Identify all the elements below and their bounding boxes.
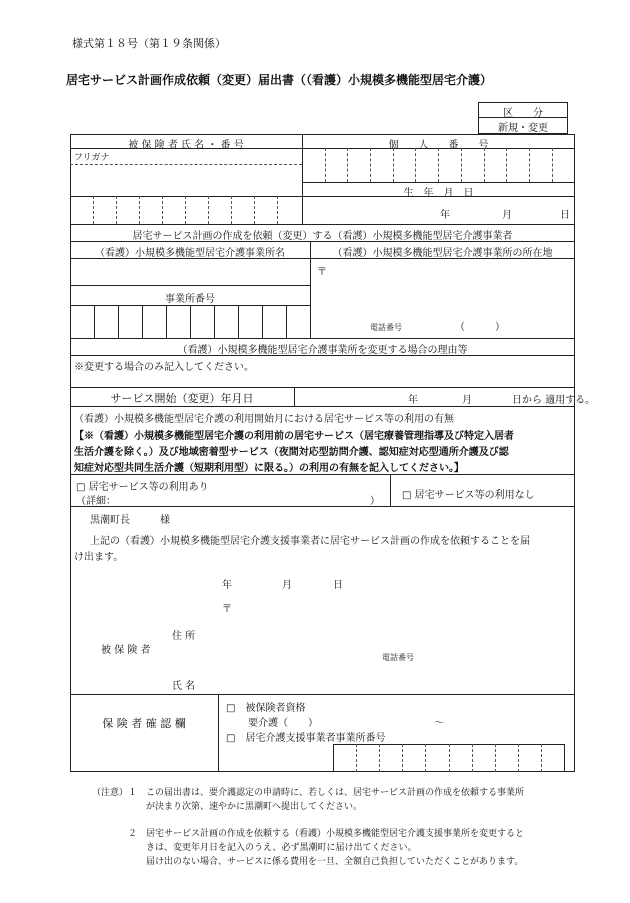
office-number-label: 事業所番号 <box>165 294 215 305</box>
insured-signature-field[interactable] <box>215 670 565 690</box>
birth-hi: 日 <box>560 210 570 221</box>
insured-tel-label: 電話番号 <box>382 653 414 662</box>
kojin-number-field[interactable] <box>303 149 574 181</box>
provider-postal-mark: 〒 <box>317 267 327 278</box>
provider-tel-paren: （ ） <box>455 322 505 333</box>
insured-number-field[interactable] <box>71 197 301 223</box>
provider-address-header: （看護）小規模多機能型居宅介護事業所の所在地 <box>332 248 553 259</box>
care-level: 要介護（ ） <box>248 718 318 729</box>
start-suffix: 日から 適用する。 <box>512 395 596 406</box>
kubun-value[interactable]: 新規・変更 <box>498 123 548 134</box>
insured-person-label: 被 保 険 者 <box>101 645 151 656</box>
request-nen: 年 <box>222 580 232 591</box>
provider-address-field[interactable] <box>330 260 570 314</box>
start-date-field[interactable] <box>296 388 573 405</box>
kojin-number-header: 個 人 番 号 <box>388 140 489 151</box>
insurer-qualification-checkbox[interactable]: □ 被保険者資格 <box>226 703 306 714</box>
provider-section-header: 居宅サービス計画の作成を依頼（変更）する（看護）小規模多機能型居宅介護事業者 <box>132 231 513 242</box>
request-body-2: け出ます。 <box>74 552 124 563</box>
birth-tsuki: 月 <box>502 210 512 221</box>
usage-detail-close: ） <box>370 496 380 507</box>
usage-line-2: 【※（看護）小規模多機能型居宅介護の利用前の居宅サービス（居宅療養管理指導及び特定入居者 <box>74 431 514 442</box>
birth-date-header: 生 年 月 日 <box>403 188 474 199</box>
provider-name-field[interactable] <box>72 260 308 284</box>
office-number-field[interactable] <box>71 306 309 337</box>
note-2c: 届け出のない場合、サービスに係る費用を一旦、全額自己負担していただくことがあります。 <box>146 857 524 867</box>
reason-note: ※変更する場合のみ記入してください。 <box>74 362 254 373</box>
request-postal-mark: 〒 <box>222 604 232 615</box>
request-hi: 日 <box>333 580 343 591</box>
furigana-label: フリガナ <box>74 153 110 163</box>
provider-tel-field[interactable] <box>420 316 570 334</box>
kubun-header: 区 分 <box>503 108 543 119</box>
start-date-label: サービス開始（変更）年月日 <box>110 392 254 405</box>
address-label: 住 所 <box>172 631 196 642</box>
form-number: 様式第１８号（第１９条関係） <box>72 37 226 50</box>
provider-tel-label: 電話番号 <box>370 323 402 332</box>
note-1a: この届出書は、要介護認定の申請時に、若しくは、居宅サービス計画の作成を依頼する事業所 <box>146 788 525 798</box>
birth-date-field[interactable] <box>303 197 574 223</box>
usage-no-checkbox[interactable]: □ 居宅サービス等の利用なし <box>402 490 535 501</box>
form-title: 居宅サービス計画作成依頼（変更）届出書（（看護）小規模多機能型居宅介護） <box>66 73 493 87</box>
notes-label: （注意）１ <box>92 788 138 798</box>
usage-line-4: 知症対応型共同生活介護（短期利用型）に限る。）の利用の有無を記入してください。】 <box>74 463 464 474</box>
insured-tel-field[interactable] <box>420 648 565 664</box>
request-body-1: 上記の（看護）小規模多機能型居宅介護支援事業者に居宅サービス計画の作成を依頼することを届 <box>90 536 530 547</box>
start-tsuki: 月 <box>462 395 472 406</box>
provider-name-header: （看護）小規模多機能型居宅介護事業所名 <box>95 248 285 259</box>
insured-name-field[interactable] <box>74 166 298 194</box>
addressee: 黒潮町長 様 <box>90 515 170 526</box>
usage-line-1: （看護）小規模多機能型居宅介護の利用開始月における居宅サービス等の利用の有無 <box>74 414 454 425</box>
insurer-confirm-label: 保 険 者 確 認 欄 <box>102 717 186 730</box>
start-nen: 年 <box>408 395 418 406</box>
support-office-checkbox[interactable]: □ 居宅介護支援事業者事業所番号 <box>226 733 386 744</box>
insured-name-label: 氏 名 <box>172 681 196 692</box>
care-period-tilde: ～ <box>434 718 444 729</box>
request-date-field[interactable] <box>200 572 350 590</box>
insured-name-header: 被 保 険 者 氏 名 ・ 番 号 <box>128 140 244 151</box>
note-1b: が決まり次第、速やかに黒潮町へ提出してください。 <box>146 802 363 812</box>
usage-line-3: 生活介護を除く。）及び地域密着型サービス（夜間対応型訪問介護、認知症対応型通所介護及び認 <box>74 447 509 458</box>
birth-nen: 年 <box>440 210 450 221</box>
reason-header: （看護）小規模多機能型居宅介護事業所を変更する場合の理由等 <box>177 345 468 356</box>
note-2b: きは、変更年月日を記入のうえ、必ず黒潮町に届け出てください。 <box>146 843 417 853</box>
note-2-number: ２ <box>128 829 138 839</box>
usage-yes-checkbox[interactable]: □ 居宅サービス等の利用あり <box>76 482 209 493</box>
note-2a: 居宅サービス計画の作成を依頼する（看護）小規模多機能型居宅介護支援事業所を変更すると <box>146 829 525 839</box>
usage-detail-field[interactable] <box>115 490 367 504</box>
insured-address-field[interactable] <box>215 612 565 648</box>
request-tsuki: 月 <box>282 580 292 591</box>
usage-detail-label: （詳細： <box>76 496 116 507</box>
reason-field[interactable] <box>72 370 572 384</box>
